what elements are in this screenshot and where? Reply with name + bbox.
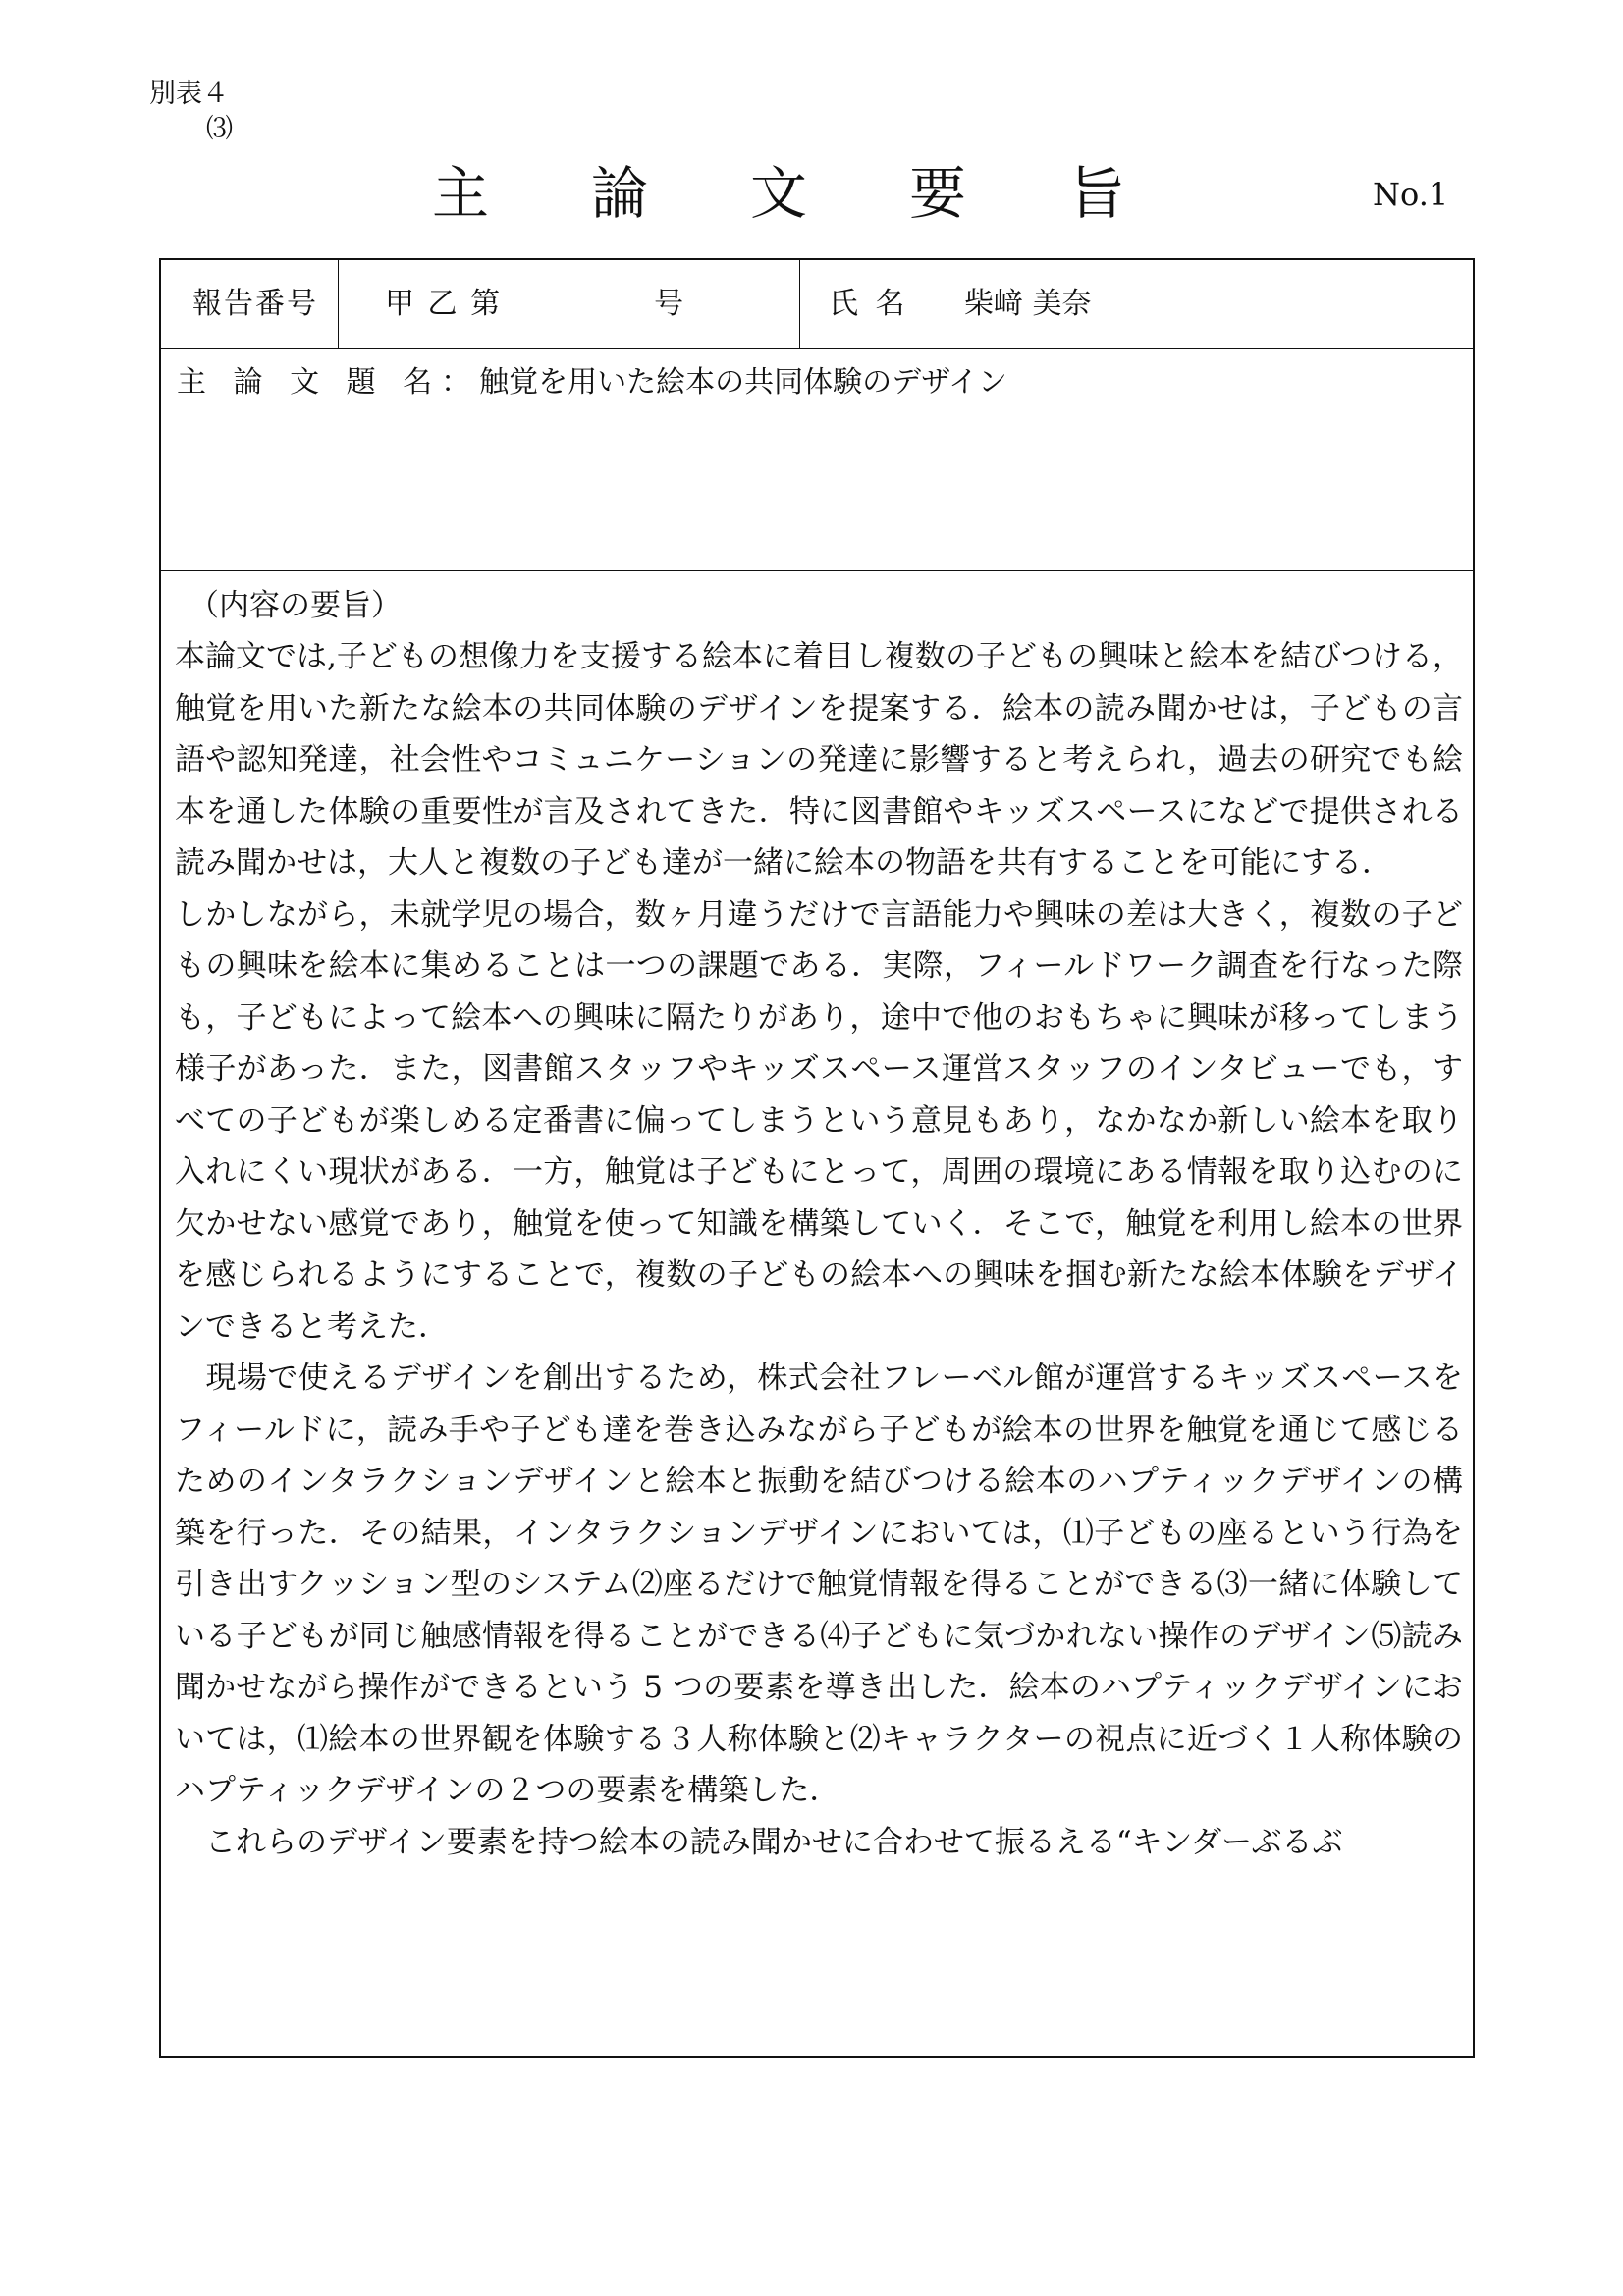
page-title: 主論文要旨	[432, 160, 1228, 227]
form-table	[159, 258, 1475, 2058]
row-divider	[161, 570, 1473, 571]
abstract-paragraph: 現場で使えるデザインを創出するため，株式会社フレーベル館が運営するキッズスペースをフィールドに，読み手や子ども達を巻き込みながら子どもが絵本の世界を触覚を通じて感じるためのインタラクションデザインと絵本と振動を結びつける絵本のハプティックデザインの構築を行った．その結果，インタラクションデザインにおいては，⑴子どもの座るという行為を引き出すクッション型のシステム⑵座るだけで触覚情報を得ることができる⑶一緒に体験している子どもが同じ触感情報を得ることができる⑷子どもに気づかれない操作のデザイン⑸読み聞かせながら操作ができるという 5 つの要素を導き出した．絵本のハプティックデザインにおいては，⑴絵本の世界観を体験する３人称体験と⑵キャラクターの視点に近づく１人称体験のハプティックデザインの２つの要素を構築した．	[175, 1361, 1463, 1808]
column-divider	[338, 260, 339, 348]
name-label: 氏 名	[829, 287, 909, 321]
page-number: No.1	[1373, 176, 1449, 213]
form-label: 別表４	[149, 79, 229, 109]
abstract-paragraph: これらのデザイン要素を持つ絵本の読み聞かせに合わせて振るえる“キンダーぶるぶ	[175, 1824, 1343, 1860]
row-divider	[161, 348, 1473, 349]
report-number-label: 報告番号	[192, 287, 318, 321]
abstract-paragraph: 本論文では,子どもの想像力を支援する絵本に着目し複数の子どもの興味と絵本を結びつける，触覚を用いた新たな絵本の共同体験のデザインを提案する．絵本の読み聞かせは，子どもの言語や認知発達，社会性やコミュニケーションの発達に影響すると考えられ，過去の研究でも絵本を通した体験の重要性が言及されてきた．特に図書館やキッズスペースになどで提供される読み聞かせは，大人と複数の子ども達が一緒に絵本の物語を共有することを可能にする．	[175, 639, 1463, 881]
abstract-paragraph: しかしながら，未就学児の場合，数ヶ月違うだけで言語能力や興味の差は大きく，複数の子どもの興味を絵本に集めることは一つの課題である．実際，フィールドワーク調査を行なった際も，子どもによって絵本への興味に隔たりがあり，途中で他のおもちゃに興味が移ってしまう様子があった．また，図書館スタッフやキッズスペース運営スタッフのインタビューでも，すべての子どもが楽しめる定番書に偏ってしまうという意見もあり，なかなか新しい絵本を取り入れにくい現状がある．一方，触覚は子どもにとって，周囲の環境にある情報を取り込むのに欠かせない感覚であり，触覚を使って知識を構築していく．そこで，触覚を利用し絵本の世界を感じられるようにすることで，複数の子どもの絵本への興味を掴む新たな絵本体験をデザインできると考えた．	[175, 896, 1463, 1345]
report-number-prefix: 甲 乙 第	[385, 287, 503, 321]
form-sub-label: ⑶	[206, 114, 233, 144]
report-number-field	[385, 285, 685, 324]
thesis-title-value: 触覚を用いた絵本の共同体験のデザイン	[479, 365, 1008, 400]
thesis-title-label: 主 論 文 題 名：	[177, 365, 480, 400]
thesis-title-row	[177, 363, 1007, 402]
column-divider	[799, 260, 800, 348]
abstract-body	[175, 585, 1463, 1868]
abstract-heading: （内容の要旨）	[189, 588, 402, 623]
name-value: 柴﨑 美奈	[964, 287, 1092, 321]
report-number-suffix: 号	[654, 287, 686, 321]
